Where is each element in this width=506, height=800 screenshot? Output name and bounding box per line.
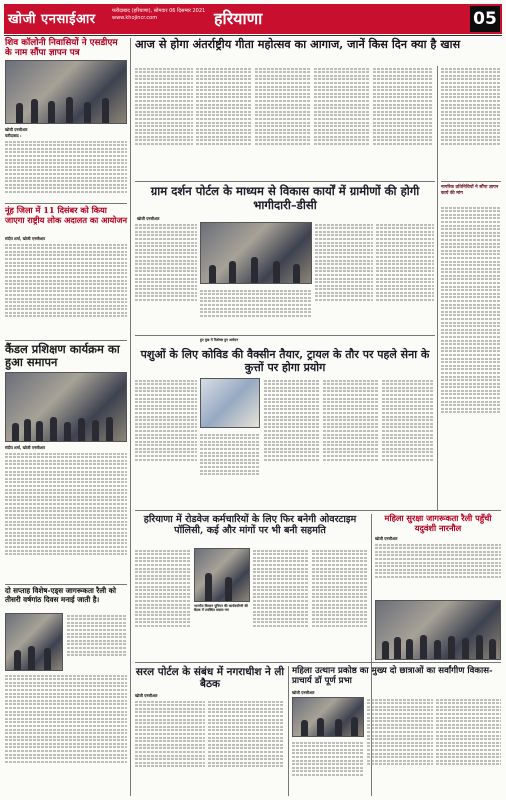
byline-a1: खोजी एनसीआर [5,127,28,132]
photo-a1 [5,60,127,124]
headline-a7: पशुओं के लिए कोविड की वैक्सीन तैयार, ट्रायल के तौर पर पहले सेना के कुत्तों पर होगा प्रयोग [140,348,430,374]
body-right-top [441,66,501,178]
body-a5-col3 [255,66,311,178]
divider [441,181,501,182]
masthead-meta [112,8,205,22]
headline-a8: हरियाणा में रोडवेज कर्मचारियों के लिए फिर बनेगी ओवरटाइम पॉलिसी, कई और मांगों पर भी बनी सहमति [143,514,357,537]
body-a10-col2 [367,697,433,795]
body-a7-col2 [200,432,260,496]
body-a11 [375,542,501,598]
body-a7-col4 [323,378,379,496]
body-a10-col3 [436,697,501,795]
divider [5,340,127,341]
body-a2 [5,242,127,338]
byline-a2: संदीप शर्मा, खोजी एनसीआर [5,236,46,241]
headline-a5: आज से होगा अंतर्राष्ट्रीय गीता महोत्सव का आगाज, जानें किस दिन क्या है खास [135,37,461,51]
section-title: हरियाणा [214,9,263,28]
photo-a3 [5,372,127,442]
divider [5,203,127,204]
column-rule [437,66,438,510]
headline-a11: महिला सुरक्षा जागरूकता रैली पहुँची यदुवंशी नारनौल [384,513,492,533]
dateline-a1: फरीदाबाद : [5,133,22,138]
body-a9-col1 [135,699,205,795]
divider [135,181,435,182]
body-a5-col1 [135,66,193,178]
body-a3 [5,451,127,583]
newspaper-logo: खोजी एनसाईआर [8,12,96,27]
body-a6-col2 [200,288,312,332]
byline-a6: खोजी एनसीआर [137,216,160,221]
column-rule [288,666,289,796]
photo-a7 [200,378,260,428]
byline-a9: खोजी एनसीआर [135,693,158,698]
body-a1 [5,133,127,201]
byline-a10: खोजी एनसीआर [292,690,315,695]
body-a7-col3 [264,378,320,496]
photo-a6 [200,222,312,284]
body-a6-col3 [315,222,373,332]
masthead [4,4,502,34]
body-a6-col1 [135,222,197,332]
body-a8-col3 [253,548,309,658]
headline-a6: ग्राम दर्शन पोर्टल के माध्यम से विकास कार्यों में ग्रामीणों की होगी भागीदारी–डीसी [150,184,420,212]
divider [135,510,501,511]
headline-a2: नूंह जिला में 11 दिसंबर को किया जाएगा राष्ट्रीय लोक अदालत का आयोजन [5,205,127,225]
headline-side-box: नागरिक प्रतिनिधियों ने सौंपा ज्ञापन कार्य की मांग [441,185,499,196]
body-a5-col4 [314,66,370,178]
body-a6-col4 [376,222,434,332]
body-a5-col2 [196,66,252,178]
divider [135,662,501,663]
date-line: फरीदाबाद (हरियाणा), सोमवार 06 दिसम्बर 2021 [112,8,206,14]
photo-a4 [5,613,63,671]
headline-a4: दो सप्ताह विशेष-एड्स जागरूकता रैली को तीसरी वर्षगांठ दिवस मनाई जाती है। [5,586,116,604]
body-a8-col4 [312,548,368,658]
divider [135,335,435,336]
page-number: 05 [470,6,500,32]
byline-a3: संदीप शर्मा, खोजी एनसीआर [5,445,46,450]
headline-a3: कैंडल प्रशिक्षण कार्यक्रम का हुआ समापन [5,342,120,369]
body-a5-col5 [373,66,433,178]
column-rule [130,38,131,796]
masthead-rule [4,35,502,36]
body-a7-col5 [382,378,434,496]
body-a9-col2 [208,699,284,795]
body-a8-col1 [135,548,191,658]
body-a4-cont [5,673,127,795]
caption-c2: हुए दुख में विशेषज्ञ हुए आवेदन [200,338,239,342]
body-side-box [441,205,501,505]
photo-a8 [194,548,250,602]
photo-a10 [292,697,364,737]
body-a7-col1 [135,378,197,496]
headline-a10: महिला उत्थान प्रकोष्ठ का मुख्य दो छात्राओं का सर्वांगीण विकास- प्राचार्य डॉ पूर्ण प्रभा [292,666,493,687]
byline-a11: खोजी एनसीआर [375,536,398,541]
website-line: www.khojincr.com [112,15,158,21]
divider [5,584,127,585]
body-a4 [67,613,127,671]
photo-a11 [375,600,501,660]
caption-c1: भारतीय किसान यूनियन की कार्यकारिणी की बैठक में उपस्थित सदस्य गण [194,604,248,613]
headline-a1: शिव कॉलोनी निवासियों ने एसडीएम के नाम सौंपा ज्ञापन पत्र [5,38,118,58]
headline-a9: सरल पोर्टल के संबंध में नगराधीश ने ली बैठक [135,666,285,690]
body-a10-col1 [292,740,364,795]
